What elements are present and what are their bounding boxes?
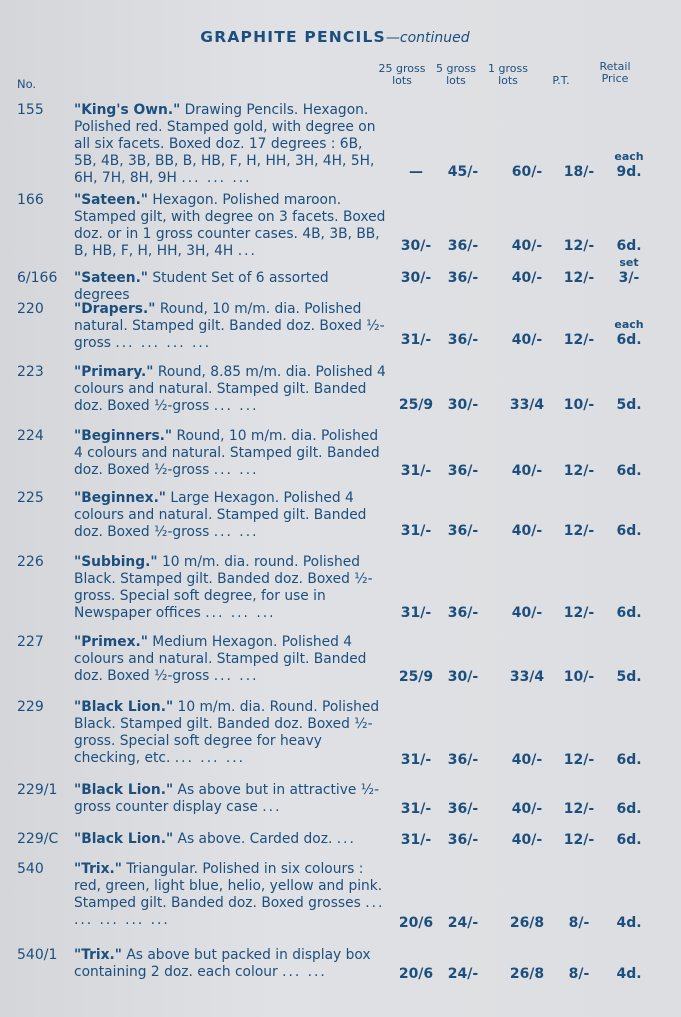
item-number: 223 [17,364,44,380]
item-number: 229/1 [17,782,58,798]
header-retail-price [589,61,641,85]
price-5-gross: 24/- [447,966,479,982]
leader-dots: ... ... ... [174,750,246,766]
item-name: "Primex." [74,634,148,650]
item-name: "Sateen." [74,270,148,286]
price-pt: 12/- [563,463,595,479]
price-pt: 8/- [568,915,590,931]
item-name: "Black Lion." [74,699,174,715]
retail-price: 3/- [618,270,640,286]
header-no: No. [17,77,37,91]
leader-dots: ... ... [213,524,259,540]
retail-price: 6d. [616,238,642,254]
leader-dots: ... [262,799,282,815]
item-number: 220 [17,301,44,317]
leader-dots: ... ... [282,964,327,980]
retail-price: 9d. [616,164,642,180]
price-25-gross: 20/6 [398,915,434,931]
header-1-gross-line2: lots [498,74,518,87]
item-details: As above but in attractive ½-gross counter display case [74,782,380,815]
item-description [74,831,386,848]
price-5-gross: 36/- [447,523,479,539]
item-name: "Primary." [74,364,154,380]
item-name: "King's Own." [74,102,181,118]
price-25-gross: 31/- [400,463,432,479]
retail-price: 4d. [616,915,642,931]
price-5-gross: 36/- [447,463,479,479]
price-25-gross: 31/- [400,801,432,817]
price-1-gross: 40/- [511,605,543,621]
leader-dots: ... ... [213,398,259,414]
item-description [74,490,386,541]
price-5-gross: 36/- [447,801,479,817]
item-name: "Black Lion." [74,831,174,847]
item-name: "Beginnex." [74,490,166,506]
price-1-gross: 33/4 [509,669,545,685]
header-25-gross [376,63,428,87]
header-retail-line1: Retail [599,60,631,73]
price-1-gross: 40/- [511,801,543,817]
item-details: Medium Hexagon. Polished 4 colours and natural. Stamped gilt. Banded doz. Boxed ½-gross [74,634,367,684]
price-25-gross: 30/- [400,270,432,286]
item-description [74,301,386,352]
item-description [74,861,386,929]
price-25-gross: 31/- [400,605,432,621]
retail-price: 6d. [616,523,642,539]
header-5-gross [430,63,482,87]
price-1-gross: 40/- [511,270,543,286]
item-name: "Sateen." [74,192,148,208]
item-number: 155 [17,102,44,118]
price-5-gross: 30/- [447,669,479,685]
item-number: 6/166 [17,270,58,286]
retail-price: 5d. [616,397,642,413]
item-details: 10 m/m. dia. Round. Polished Black. Stamped gilt. Banded doz. Boxed ½-gross. Special soft degree for heavy checking, etc. [74,699,380,766]
item-details: Round, 10 m/m. dia. Polished 4 colours and natural. Stamped gilt. Banded doz. Boxed ½-gross [74,428,380,478]
price-25-gross: — [409,164,423,180]
item-number: 224 [17,428,44,444]
leader-dots: ... [237,243,257,259]
leader-dots: ... ... [213,462,259,478]
price-1-gross: 26/8 [509,915,545,931]
leader-dots: ... ... [213,668,259,684]
item-description [74,634,386,685]
item-number: 229 [17,699,44,715]
item-description [74,102,386,187]
item-details: As above but packed in display box containing 2 doz. each colour [74,947,371,980]
item-description [74,364,386,415]
item-details: Triangular. Polished in six colours : red, green, light blue, helio, yellow and pink. Stamped gilt. Banded doz. Boxed grosses [74,861,383,911]
leader-dots: ... ... ... [181,170,252,186]
price-pt: 12/- [563,801,595,817]
price-1-gross: 40/- [511,238,543,254]
retail-price: 6d. [616,332,642,348]
retail-price: 6d. [616,832,642,848]
price-1-gross: 60/- [511,164,543,180]
price-25-gross: 31/- [400,832,432,848]
header-1-gross [482,63,534,87]
retail-price: 5d. [616,669,642,685]
leader-dots: ... ... ... ... ... [74,895,385,928]
item-number: 540 [17,861,44,877]
price-5-gross: 36/- [447,238,479,254]
item-name: "Trix." [74,947,122,963]
title-main: GRAPHITE PENCILS [200,28,386,46]
retail-price: 6d. [616,605,642,621]
item-details: Hexagon. Polished maroon. Stamped gilt, with degree on 3 facets. Boxed doz. or in 1 gross counter cases. 4B, 3B, BB, B, HB, F, H, HH, 3H, 4H [74,192,386,259]
item-description [74,782,386,816]
price-pt: 12/- [563,752,595,768]
item-name: "Beginners." [74,428,173,444]
price-pt: 12/- [563,523,595,539]
item-description [74,947,386,981]
price-1-gross: 40/- [511,523,543,539]
price-25-gross: 25/9 [398,669,434,685]
retail-price: 6d. [616,463,642,479]
item-details: Student Set of 6 assorted degrees [74,270,329,303]
price-1-gross: 26/8 [509,966,545,982]
price-1-gross: 33/4 [509,397,545,413]
item-description [74,699,386,767]
leader-dots: ... [336,831,356,847]
price-5-gross: 24/- [447,915,479,931]
header-5-gross-line2: lots [446,74,466,87]
price-5-gross: 30/- [447,397,479,413]
item-number: 166 [17,192,44,208]
price-pt: 12/- [563,238,595,254]
price-5-gross: 36/- [447,332,479,348]
price-25-gross: 31/- [400,752,432,768]
item-number: 225 [17,490,44,506]
item-description [74,270,386,304]
item-description [74,428,386,479]
price-1-gross: 40/- [511,752,543,768]
item-details: Drawing Pencils. Hexagon. Polished red. Stamped gold, with degree on all six facets. Boxed doz. 17 degrees : 6B, 5B, 4B, 3B, BB, B, HB, F, H, HH, 3H, 4H, 5H, 6H, 7H, 8H, 9H [74,102,376,186]
retail-price: 4d. [616,966,642,982]
header-5-gross-line1: 5 gross [436,62,476,75]
item-details: As above. Carded doz. [173,831,333,847]
item-details: Round, 8.85 m/m. dia. Polished 4 colours and natural. Stamped gilt. Banded doz. Boxed ½-gross [74,364,386,414]
price-5-gross: 36/- [447,832,479,848]
item-details: Round, 10 m/m. dia. Polished natural. Stamped gilt. Banded doz. Boxed ½-gross [74,301,385,351]
header-pt: P.T. [552,74,570,87]
price-1-gross: 40/- [511,463,543,479]
retail-price: 6d. [616,801,642,817]
price-unit: each [614,150,644,163]
item-number: 540/1 [17,947,58,963]
price-pt: 12/- [563,270,595,286]
price-5-gross: 36/- [447,270,479,286]
item-number: 229/C [17,831,59,847]
item-details: 10 m/m. dia. round. Polished Black. Stamped gilt. Banded doz. Boxed ½-gross. Special soft degree, for use in Newspaper offices [74,554,373,621]
price-1-gross: 40/- [511,332,543,348]
item-details: Large Hexagon. Polished 4 colours and natural. Stamped gilt. Banded doz. Boxed ½-gross [74,490,367,540]
item-name: "Black Lion." [74,782,174,798]
leader-dots: ... ... ... [205,605,276,621]
price-5-gross: 45/- [447,164,479,180]
price-25-gross: 25/9 [398,397,434,413]
header-1-gross-line1: 1 gross [488,62,528,75]
item-number: 226 [17,554,44,570]
price-unit: each [614,318,644,331]
price-25-gross: 31/- [400,523,432,539]
item-name: "Trix." [74,861,122,877]
page-title [0,28,670,46]
leader-dots: ... ... ... ... [115,335,212,351]
price-pt: 12/- [563,832,595,848]
price-pt: 12/- [563,332,595,348]
header-retail-line2: Price [601,72,629,85]
item-number: 227 [17,634,44,650]
item-description [74,192,386,260]
price-25-gross: 20/6 [398,966,434,982]
item-name: "Subbing." [74,554,158,570]
header-25-gross-line2: lots [392,74,412,87]
item-name: "Drapers." [74,301,156,317]
price-pt: 8/- [568,966,590,982]
price-unit: set [619,256,639,269]
price-1-gross: 40/- [511,832,543,848]
price-5-gross: 36/- [447,752,479,768]
price-pt: 12/- [563,605,595,621]
retail-price: 6d. [616,752,642,768]
price-pt: 10/- [563,669,595,685]
price-5-gross: 36/- [447,605,479,621]
price-pt: 18/- [563,164,595,180]
title-suffix: —continued [385,30,470,46]
header-25-gross-line1: 25 gross [378,62,426,75]
price-pt: 10/- [563,397,595,413]
price-25-gross: 31/- [400,332,432,348]
price-25-gross: 30/- [400,238,432,254]
item-description [74,554,386,622]
